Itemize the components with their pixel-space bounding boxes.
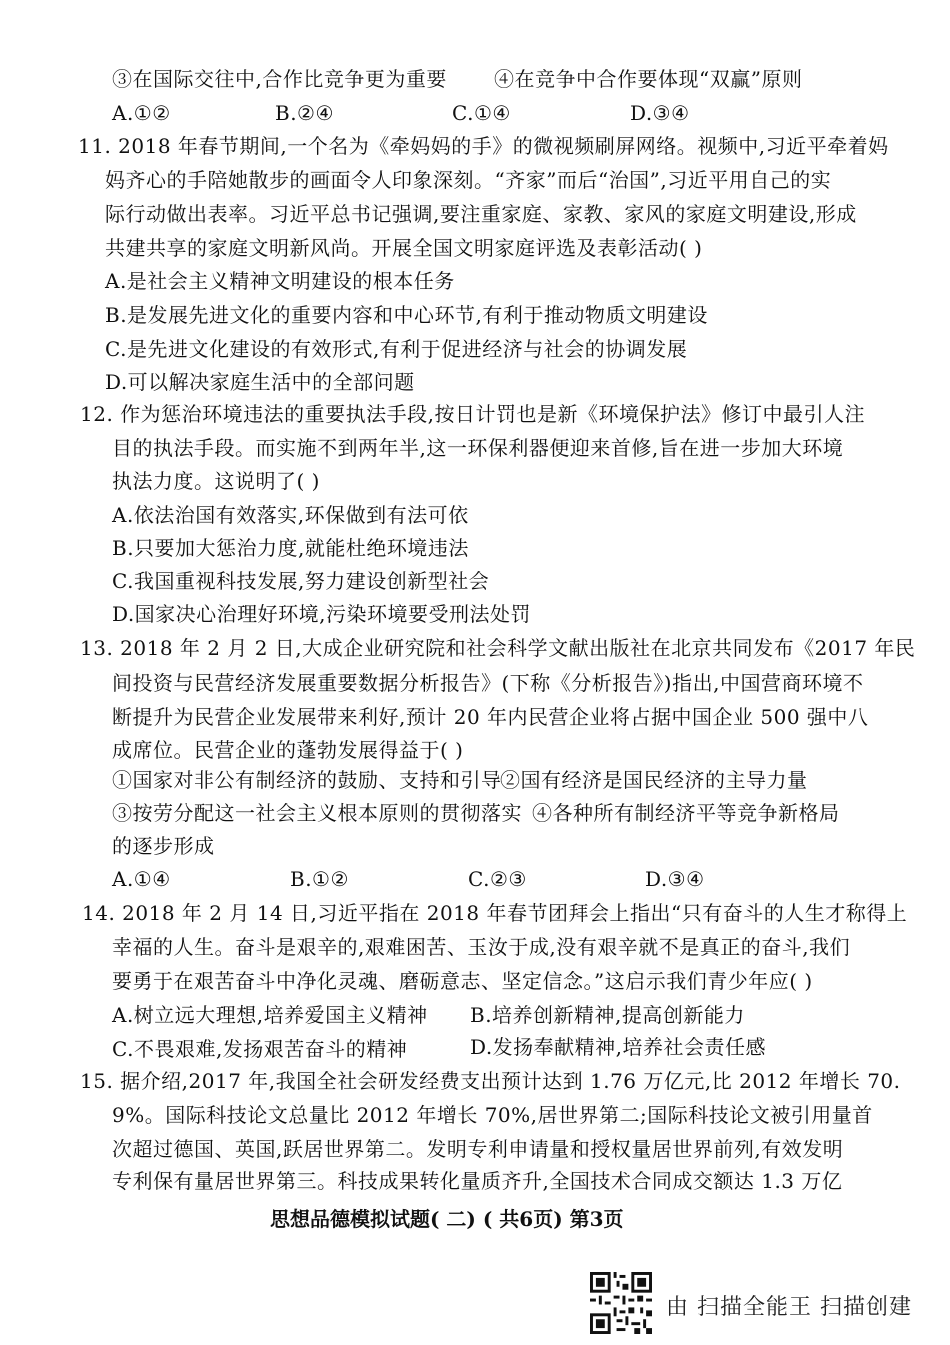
q12-line-2: 目的执法手段。而实施不到两年半,这一环保利器便迎来首修,旨在进一步加大环境 — [112, 436, 844, 460]
scanner-watermark — [590, 1272, 930, 1336]
q13-choice-d: D.③④ — [645, 867, 705, 891]
qr-code-icon — [590, 1272, 652, 1334]
q14-line-1: 14. 2018 年 2 月 14 日,习近平指在 2018 年春节团拜会上指出“只有奋斗的人生才称得上 — [82, 901, 908, 925]
prev-choice-d: D.③④ — [630, 101, 690, 125]
q12-line-1: 12. 作为惩治环境违法的重要执法手段,按日计罚也是新《环境保护法》修订中最引人注 — [80, 402, 866, 426]
q11-choice-b: B.是发展先进文化的重要内容和中心环节,有利于推动物质文明建设 — [105, 303, 708, 327]
q12-choice-b: B.只要加大惩治力度,就能杜绝环境违法 — [112, 536, 469, 560]
q11-choice-a: A.是社会主义精神文明建设的根本任务 — [105, 269, 455, 293]
q13-line-4: 成席位。民营企业的蓬勃发展得益于( ) — [112, 738, 464, 762]
q13-option-3: ③按劳分配这一社会主义根本原则的贯彻落实 — [112, 801, 522, 825]
prev-option-4: ④在竞争中合作要体现“双赢”原则 — [494, 67, 803, 91]
q14-choice-d: D.发扬奉献精神,培养社会责任感 — [470, 1035, 767, 1059]
q11-line-3: 际行动做出表率。习近平总书记强调,要注重家庭、家教、家风的家庭文明建设,形成 — [105, 202, 857, 226]
q12-line-3: 执法力度。这说明了( ) — [112, 469, 320, 493]
q11-choice-c: C.是先进文化建设的有效形式,有利于促进经济与社会的协调发展 — [105, 337, 688, 361]
q13-option-1: ①国家对非公有制经济的鼓励、支持和引导 — [112, 768, 502, 792]
q13-option-2: ②国有经济是国民经济的主导力量 — [500, 768, 808, 792]
q13-line-1: 13. 2018 年 2 月 2 日,大成企业研究院和社会科学文献出版社在北京共同发布《2017 年民 — [80, 636, 916, 660]
q14-choice-c: C.不畏艰难,发扬艰苦奋斗的精神 — [112, 1037, 408, 1061]
q14-choice-b: B.培养创新精神,提高创新能力 — [470, 1003, 745, 1027]
q12-choice-c: C.我国重视科技发展,努力建设创新型社会 — [112, 569, 490, 593]
q14-line-3: 要勇于在艰苦奋斗中净化灵魂、磨砺意志、坚定信念。”这启示我们青少年应( ) — [112, 969, 813, 993]
q14-line-2: 幸福的人生。奋斗是艰辛的,艰难困苦、玉汝于成,没有艰辛就不是真正的奋斗,我们 — [112, 935, 851, 959]
q13-option-4-cont: 的逐步形成 — [112, 834, 215, 858]
q13-choice-b: B.①② — [290, 867, 349, 891]
q14-choice-a: A.树立远大理想,培养爱国主义精神 — [112, 1003, 428, 1027]
q11-line-4: 共建共享的家庭文明新风尚。开展全国文明家庭评选及表彰活动( ) — [105, 236, 703, 260]
q13-choice-c: C.②③ — [468, 867, 527, 891]
q15-line-4: 专利保有量居世界第三。科技成果转化量质齐升,全国技术合同成交额达 1.3 万亿 — [112, 1169, 843, 1193]
prev-choice-c: C.①④ — [452, 101, 511, 125]
q11-line-2: 妈齐心的手陪她散步的画面令人印象深刻。“齐家”而后“治国”,习近平用自己的实 — [105, 168, 832, 192]
prev-choice-b: B.②④ — [275, 101, 334, 125]
q11-choice-d: D.可以解决家庭生活中的全部问题 — [105, 370, 415, 394]
q12-choice-a: A.依法治国有效落实,环保做到有法可依 — [112, 503, 469, 527]
q15-line-1: 15. 据介绍,2017 年,我国全社会研发经费支出预计达到 1.76 万亿元,比 2012 年增长 70. — [80, 1069, 901, 1093]
q13-line-2: 间投资与民营经济发展重要数据分析报告》(下称《分析报告》)指出,中国营商环境不 — [112, 671, 864, 695]
q13-option-4: ④各种所有制经济平等竞争新格局 — [532, 801, 840, 825]
prev-choice-a: A.①② — [112, 101, 171, 125]
q13-choice-a: A.①④ — [112, 867, 171, 891]
scanner-text: 由 扫描全能王 扫描创建 — [666, 1295, 912, 1320]
prev-option-3: ③在国际交往中,合作比竞争更为重要 — [112, 67, 447, 91]
page-footer: 思想品德模拟试题( 二) ( 共6页) 第3页 — [270, 1207, 624, 1231]
q15-line-3: 次超过德国、英国,跃居世界第二。发明专利申请量和授权量居世界前列,有效发明 — [112, 1137, 844, 1161]
q15-line-2: 9%。国际科技论文总量比 2012 年增长 70%,居世界第二;国际科技论文被引用量首 — [112, 1103, 873, 1127]
q13-line-3: 断提升为民营企业发展带来利好,预计 20 年内民营企业将占据中国企业 500 强中八 — [112, 705, 869, 729]
q12-choice-d: D.国家决心治理好环境,污染环境要受刑法处罚 — [112, 602, 532, 626]
q11-line-1: 11. 2018 年春节期间,一个名为《牵妈妈的手》的微视频刷屏网络。视频中,习近平牵着妈 — [78, 134, 889, 158]
